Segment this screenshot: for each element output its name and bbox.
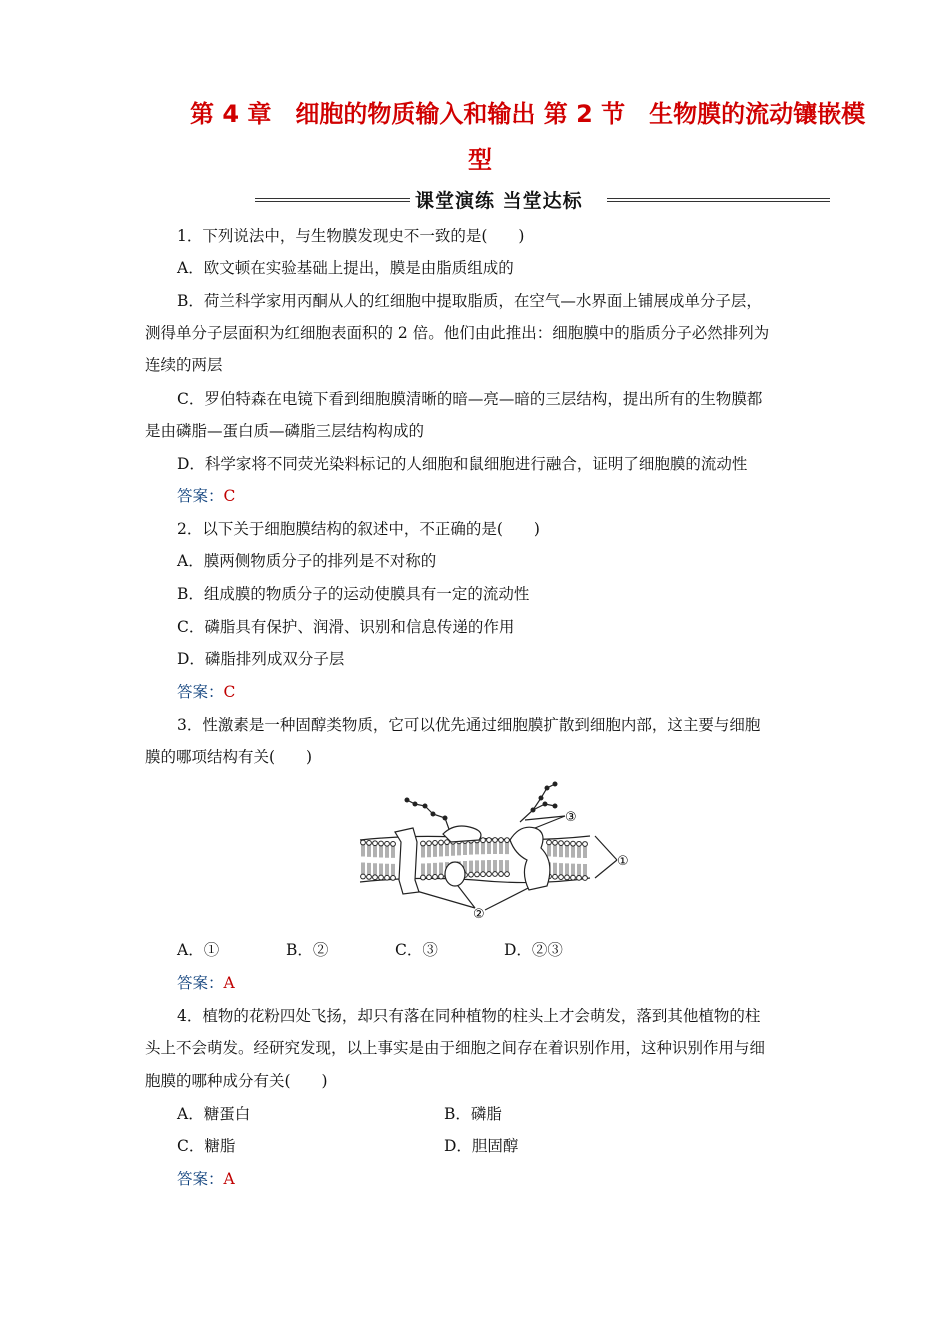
phospholipid-head — [427, 841, 432, 846]
q3-option-d: D．②③ — [504, 941, 563, 959]
phospholipid-tail — [578, 864, 580, 876]
phospholipid-head — [577, 875, 582, 880]
label-1: ① — [617, 854, 629, 869]
q1-option-a: A．欧文顿在实验基础上提出，膜是由脂质组成的 — [177, 259, 514, 277]
q4-option-d: D．胆固醇 — [444, 1137, 519, 1155]
phospholipid-tail — [560, 863, 562, 875]
phospholipid-tail — [584, 864, 586, 876]
phospholipid-head — [481, 838, 486, 843]
answer-label: 答案： — [177, 974, 224, 992]
label-2: ② — [473, 907, 485, 920]
q2-option-a: A．膜两侧物质分子的排列是不对称的 — [177, 552, 437, 570]
phospholipid-tail — [386, 864, 388, 876]
q3-stem-line2: 膜的哪项结构有关( ) — [145, 748, 313, 766]
channel-protein — [395, 828, 419, 894]
phospholipid-head — [493, 838, 498, 843]
label-3: ③ — [565, 810, 577, 825]
phospholipid-tail — [422, 846, 424, 858]
phospholipid-tail — [566, 863, 568, 875]
banner-text: 课堂演练 当堂达标 — [415, 190, 583, 212]
phospholipid-tail — [500, 842, 502, 854]
phospholipid-head — [385, 841, 390, 846]
phospholipid-head — [553, 840, 558, 845]
phospholipid-tail — [548, 845, 550, 857]
phospholipid-head — [421, 841, 426, 846]
phospholipid-head — [367, 874, 372, 879]
phospholipid-head — [583, 842, 588, 847]
q4-option-b: B．磷脂 — [444, 1105, 502, 1123]
phospholipid-head — [367, 840, 372, 845]
phospholipid-tail — [440, 845, 442, 857]
answer-label: 答案： — [177, 683, 224, 701]
phospholipid-head — [421, 875, 426, 880]
phospholipid-head — [475, 872, 480, 877]
q1-option-c-line2: 是由磷脂—蛋白质—磷脂三层结构构成的 — [145, 422, 425, 440]
phospholipid-tail — [362, 863, 364, 875]
phospholipid-tail — [434, 845, 436, 857]
phospholipid-tail — [392, 846, 394, 858]
phospholipid-tail — [560, 846, 562, 858]
q1-option-b-line1: B．荷兰科学家用丙酮从人的红细胞中提取脂质，在空气—水界面上铺展成单分子层， — [177, 292, 762, 310]
phospholipid-tail — [470, 843, 472, 855]
q3-option-b: B．② — [286, 941, 329, 959]
q2-answer — [177, 682, 235, 702]
q1-answer — [177, 486, 235, 506]
q4-answer — [177, 1169, 235, 1189]
phospholipid-head — [385, 875, 390, 880]
phospholipid-tail — [386, 846, 388, 858]
phospholipid-tail — [458, 844, 460, 856]
phospholipid-tail — [506, 843, 508, 855]
phospholipid-head — [433, 875, 438, 880]
q1-option-b-line2: 测得单分子层面积为红细胞表面积的 2 倍。他们由此推出：细胞膜中的脂质分子必然排列为 — [145, 324, 770, 342]
phospholipid-tail — [380, 864, 382, 876]
phospholipid-tail — [578, 846, 580, 858]
phospholipid-head — [577, 841, 582, 846]
phospholipid-tail — [446, 845, 448, 857]
q1-option-d: D．科学家将不同荧光染料标记的人细胞和鼠细胞进行融合，证明了细胞膜的流动性 — [177, 455, 748, 473]
phospholipid-head — [499, 872, 504, 877]
phospholipid-head — [505, 872, 510, 877]
phospholipid-tail — [368, 863, 370, 875]
phospholipid-head — [373, 841, 378, 846]
chapter-title-line1: 第 4 章 细胞的物质输入和输出 第 2 节 生物膜的流动镶嵌模 — [190, 100, 866, 128]
chapter-title-line2: 型 — [468, 146, 492, 174]
phospholipid-tail — [362, 845, 364, 857]
answer-value: C — [223, 683, 236, 701]
phospholipid-tail — [452, 844, 454, 856]
answer-label: 答案： — [177, 487, 224, 505]
phospholipid-head — [373, 875, 378, 880]
phospholipid-head — [547, 840, 552, 845]
q3-answer — [177, 973, 235, 993]
q4-stem-line1: 4．植物的花粉四处飞扬，却只有落在同种植物的柱头上才会萌发，落到其他植物的柱 — [177, 1007, 761, 1025]
phospholipid-head — [391, 876, 396, 881]
q4-option-a: A．糖蛋白 — [177, 1105, 251, 1123]
phospholipid-tail — [488, 842, 490, 854]
phospholipid-head — [553, 874, 558, 879]
answer-label: 答案： — [177, 1170, 224, 1188]
answer-value: A — [223, 974, 235, 992]
phospholipid-tail — [374, 846, 376, 858]
phospholipid-tail — [422, 864, 424, 876]
phospholipid-head — [481, 872, 486, 877]
phospholipid-head — [505, 838, 510, 843]
phospholipid-head — [583, 876, 588, 881]
q3-option-c: C．③ — [395, 941, 438, 959]
phospholipid-head — [565, 841, 570, 846]
phospholipid-head — [571, 841, 576, 846]
phospholipid-tail — [476, 860, 478, 872]
phospholipid-head — [379, 875, 384, 880]
phospholipid-tail — [506, 860, 508, 872]
phospholipid-head — [493, 872, 498, 877]
phospholipid-head — [487, 838, 492, 843]
q3-option-a: A．① — [177, 941, 220, 959]
q2-option-b: B．组成膜的物质分子的运动使膜具有一定的流动性 — [177, 585, 530, 603]
phospholipid-tail — [488, 860, 490, 872]
phospholipid-tail — [482, 843, 484, 855]
answer-value: A — [223, 1170, 235, 1188]
phospholipid-tail — [554, 845, 556, 857]
embedded-protein — [445, 862, 465, 886]
phospholipid-tail — [584, 846, 586, 858]
phospholipid-heads — [361, 838, 588, 881]
phospholipid-head — [565, 875, 570, 880]
answer-value: C — [223, 487, 236, 505]
phospholipid-head — [499, 838, 504, 843]
phospholipid-tail — [470, 861, 472, 873]
phospholipid-tail — [374, 863, 376, 875]
phospholipid-head — [379, 841, 384, 846]
phospholipid-head — [391, 842, 396, 847]
phospholipid-tail — [368, 845, 370, 857]
q1-stem: 1．下列说法中，与生物膜发现史不一致的是( ) — [177, 227, 525, 245]
phospholipid-head — [361, 840, 366, 845]
q1-option-c-line1: C．罗伯特森在电镜下看到细胞膜清晰的暗—亮—暗的三层结构，提出所有的生物膜都 — [177, 390, 763, 408]
cell-membrane-diagram — [355, 770, 635, 920]
phospholipid-head — [571, 875, 576, 880]
phospholipid-tail — [482, 860, 484, 872]
q1-option-b-line3: 连续的两层 — [145, 356, 223, 374]
q2-stem: 2．以下关于细胞膜结构的叙述中，不正确的是( ) — [177, 520, 540, 538]
phospholipid-tail — [572, 846, 574, 858]
q2-option-d: D．磷脂排列成双分子层 — [177, 650, 345, 668]
phospholipid-tail — [494, 860, 496, 872]
phospholipid-head — [559, 875, 564, 880]
section-banner — [255, 186, 830, 212]
phospholipid-head — [487, 872, 492, 877]
phospholipid-head — [559, 841, 564, 846]
q4-stem-line3: 胞膜的哪种成分有关( ) — [145, 1072, 328, 1090]
phospholipid-tail — [476, 843, 478, 855]
q2-option-c: C．磷脂具有保护、润滑、识别和信息传递的作用 — [177, 618, 515, 636]
q3-stem-line1: 3．性激素是一种固醇类物质，它可以优先通过细胞膜扩散到细胞内部，这主要与细胞 — [177, 716, 761, 734]
q4-option-c: C．糖脂 — [177, 1137, 236, 1155]
banner-rule-right — [607, 198, 830, 202]
phospholipid-tail — [464, 843, 466, 855]
phospholipid-tail — [428, 846, 430, 858]
phospholipid-head — [469, 872, 474, 877]
phospholipid-head — [433, 841, 438, 846]
phospholipid-tail — [440, 863, 442, 875]
phospholipid-tail — [554, 863, 556, 875]
banner-rule-left — [255, 198, 410, 202]
phospholipid-tail — [566, 846, 568, 858]
sugar-beads — [405, 782, 558, 821]
phospholipid-head — [427, 875, 432, 880]
q4-stem-line2: 头上不会萌发。经研究发现，以上事实是由于细胞之间存在着识别作用，这种识别作用与细 — [145, 1039, 766, 1057]
transmembrane-protein — [510, 827, 550, 890]
phospholipid-tail — [428, 863, 430, 875]
phospholipid-tail — [434, 863, 436, 875]
phospholipid-head — [439, 874, 444, 879]
phospholipid-head — [361, 874, 366, 879]
phospholipid-tail — [380, 846, 382, 858]
phospholipid-tail — [500, 860, 502, 872]
phospholipid-tail — [572, 864, 574, 876]
phospholipid-tail — [392, 864, 394, 876]
phospholipid-tail — [494, 842, 496, 854]
phospholipid-head — [439, 840, 444, 845]
